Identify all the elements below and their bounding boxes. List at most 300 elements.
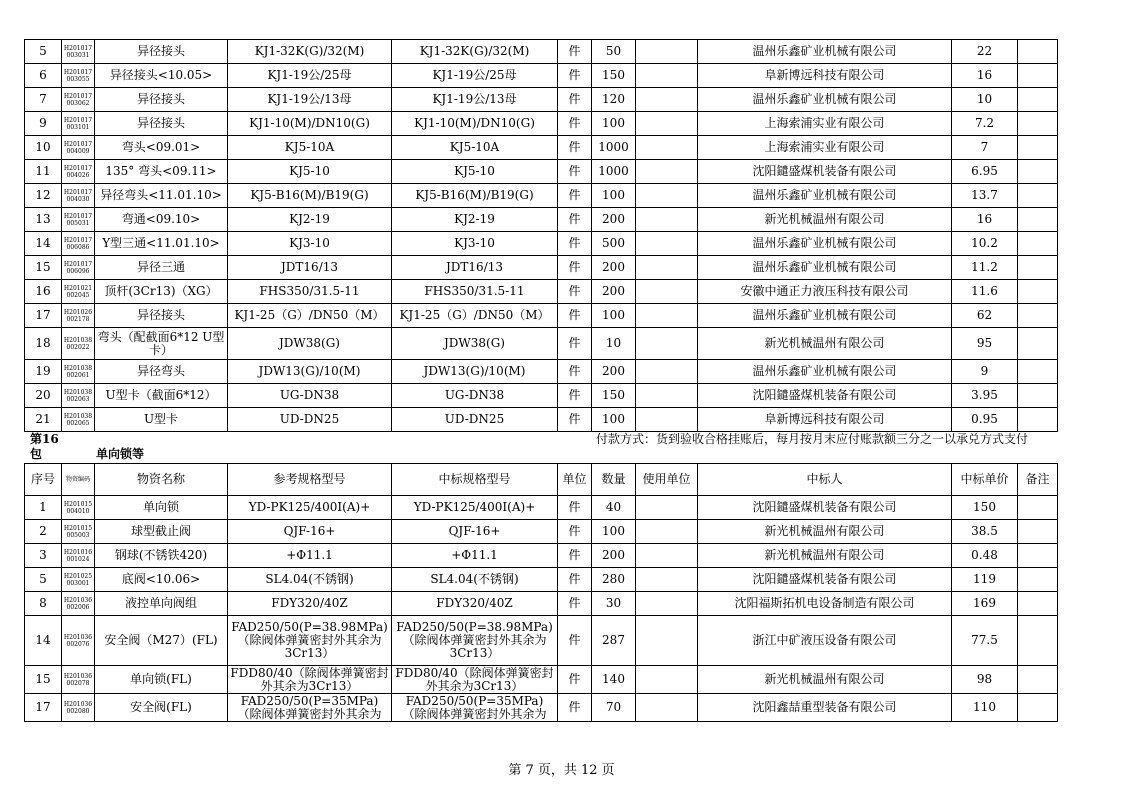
cell-no: 17 bbox=[25, 694, 62, 722]
cell-winner: 温州乐鑫矿业机械有限公司 bbox=[698, 232, 952, 256]
cell-winner: 温州乐鑫矿业机械有限公司 bbox=[698, 256, 952, 280]
cell-price: 0.48 bbox=[952, 544, 1018, 568]
cell-no: 1 bbox=[25, 496, 62, 520]
table-row bbox=[25, 328, 1058, 360]
cell-ref: KJ1-32K(G)/32(M) bbox=[228, 40, 392, 64]
cell-no: 12 bbox=[25, 184, 62, 208]
cell-note bbox=[1018, 256, 1058, 280]
page-footer: 第 7 页，共 12 页 bbox=[508, 763, 615, 778]
table-row bbox=[25, 544, 1058, 568]
cell-unit: 件 bbox=[558, 232, 592, 256]
cell-qty: 150 bbox=[592, 64, 636, 88]
cell-ref: KJ1-19公/13母 bbox=[228, 88, 392, 112]
table-row bbox=[25, 694, 1058, 722]
cell-ref: UD-DN25 bbox=[228, 408, 392, 432]
cell-user bbox=[636, 40, 698, 64]
cell-no: 21 bbox=[25, 408, 62, 432]
cell-qty: 200 bbox=[592, 280, 636, 304]
cell-user bbox=[636, 256, 698, 280]
cell-price: 11.6 bbox=[952, 280, 1018, 304]
cell-name: 液控单向阀组 bbox=[95, 592, 228, 616]
cell-winner: 新光机械温州有限公司 bbox=[698, 328, 952, 360]
cell-no: 11 bbox=[25, 160, 62, 184]
cell-winner: 新光机械温州有限公司 bbox=[698, 666, 952, 694]
cell-user bbox=[636, 304, 698, 328]
cell-no: 13 bbox=[25, 208, 62, 232]
cell-no: 14 bbox=[25, 232, 62, 256]
cell-name: 异径接头 bbox=[95, 304, 228, 328]
cell-no: 5 bbox=[25, 568, 62, 592]
cell-ref: JDT16/13 bbox=[228, 256, 392, 280]
payment-terms: 付款方式：货到验收合格挂账后，每月按月末应付账款额三分之一以承兑方式支付 bbox=[596, 432, 1029, 446]
cell-bid: KJ3-10 bbox=[392, 232, 558, 256]
cell-bid: UD-DN25 bbox=[392, 408, 558, 432]
cell-code: H201017 003031 bbox=[62, 40, 95, 64]
cell-winner: 上海索浦实业有限公司 bbox=[698, 112, 952, 136]
cell-unit: 件 bbox=[558, 136, 592, 160]
package-label: 第16包 bbox=[30, 432, 59, 461]
cell-price: 10.2 bbox=[952, 232, 1018, 256]
cell-no: 6 bbox=[25, 64, 62, 88]
cell-qty: 200 bbox=[592, 360, 636, 384]
cell-unit: 件 bbox=[558, 280, 592, 304]
cell-note bbox=[1018, 520, 1058, 544]
header-note: 备注 bbox=[1018, 464, 1058, 496]
cell-no: 9 bbox=[25, 112, 62, 136]
cell-ref: FDD80/40（除阀体弹簧密封外其余为3Cr13） bbox=[228, 666, 392, 694]
cell-qty: 287 bbox=[592, 616, 636, 666]
cell-winner: 温州乐鑫矿业机械有限公司 bbox=[698, 304, 952, 328]
cell-note bbox=[1018, 208, 1058, 232]
cell-user bbox=[636, 88, 698, 112]
cell-code: H201021 002045 bbox=[62, 280, 95, 304]
cell-ref: +Φ11.1 bbox=[228, 544, 392, 568]
cell-qty: 30 bbox=[592, 592, 636, 616]
cell-code: H201017 004030 bbox=[62, 184, 95, 208]
cell-qty: 280 bbox=[592, 568, 636, 592]
table-row bbox=[25, 384, 1058, 408]
cell-code: H201016 001024 bbox=[62, 544, 95, 568]
table-row bbox=[25, 666, 1058, 694]
cell-note bbox=[1018, 304, 1058, 328]
table-row bbox=[25, 256, 1058, 280]
cell-price: 98 bbox=[952, 666, 1018, 694]
cell-ref: KJ5-10A bbox=[228, 136, 392, 160]
cell-qty: 200 bbox=[592, 544, 636, 568]
cell-no: 16 bbox=[25, 280, 62, 304]
cell-code: H201038 002061 bbox=[62, 360, 95, 384]
cell-winner: 安徽中通正力液压科技有限公司 bbox=[698, 280, 952, 304]
header-name: 物资名称 bbox=[95, 464, 228, 496]
cell-ref: KJ3-10 bbox=[228, 232, 392, 256]
cell-user bbox=[636, 592, 698, 616]
cell-no: 2 bbox=[25, 520, 62, 544]
cell-bid: KJ5-B16(M)/B19(G) bbox=[392, 184, 558, 208]
table-row bbox=[25, 592, 1058, 616]
cell-user bbox=[636, 568, 698, 592]
cell-no: 20 bbox=[25, 384, 62, 408]
cell-unit: 件 bbox=[558, 544, 592, 568]
cell-code: H201017 003062 bbox=[62, 88, 95, 112]
cell-price: 11.2 bbox=[952, 256, 1018, 280]
cell-user bbox=[636, 232, 698, 256]
cell-qty: 100 bbox=[592, 184, 636, 208]
cell-ref: KJ5-B16(M)/B19(G) bbox=[228, 184, 392, 208]
cell-code: H201017 004026 bbox=[62, 160, 95, 184]
cell-note bbox=[1018, 544, 1058, 568]
cell-ref: UG-DN38 bbox=[228, 384, 392, 408]
cell-unit: 件 bbox=[558, 112, 592, 136]
table-row bbox=[25, 496, 1058, 520]
cell-unit: 件 bbox=[558, 40, 592, 64]
cell-name: 异径接头<10.05> bbox=[95, 64, 228, 88]
cell-name: 安全阀(FL) bbox=[95, 694, 228, 722]
cell-winner: 沈阳鑓盛煤机装备有限公司 bbox=[698, 568, 952, 592]
cell-bid: KJ1-25（G）/DN50（M） bbox=[392, 304, 558, 328]
cell-note bbox=[1018, 328, 1058, 360]
cell-no: 15 bbox=[25, 666, 62, 694]
table-row bbox=[25, 280, 1058, 304]
cell-winner: 沈阳鑓盛煤机装备有限公司 bbox=[698, 160, 952, 184]
cell-name: 异径三通 bbox=[95, 256, 228, 280]
header-bid: 中标规格型号 bbox=[392, 464, 558, 496]
cell-qty: 100 bbox=[592, 304, 636, 328]
cell-user bbox=[636, 694, 698, 722]
cell-no: 8 bbox=[25, 592, 62, 616]
table-row bbox=[25, 616, 1058, 666]
cell-code: H201036 002076 bbox=[62, 616, 95, 666]
cell-qty: 1000 bbox=[592, 136, 636, 160]
cell-note bbox=[1018, 88, 1058, 112]
table-row bbox=[25, 88, 1058, 112]
cell-qty: 70 bbox=[592, 694, 636, 722]
cell-bid: FAD250/50(P=38.98MPa)（除阀体弹簧密封外其余为3Cr13） bbox=[392, 616, 558, 666]
cell-qty: 500 bbox=[592, 232, 636, 256]
header-code: 物资编码 bbox=[62, 464, 95, 496]
cell-no: 18 bbox=[25, 328, 62, 360]
cell-code: H201036 002080 bbox=[62, 694, 95, 722]
cell-ref: FAD250/50(P=38.98MPa)（除阀体弹簧密封外其余为3Cr13） bbox=[228, 616, 392, 666]
cell-unit: 件 bbox=[558, 256, 592, 280]
cell-code: H201038 002022 bbox=[62, 328, 95, 360]
cell-name: 单向锁 bbox=[95, 496, 228, 520]
header-unit: 单位 bbox=[558, 464, 592, 496]
cell-note bbox=[1018, 384, 1058, 408]
cell-bid: YD-PK125/400I(A)+ bbox=[392, 496, 558, 520]
cell-price: 9 bbox=[952, 360, 1018, 384]
cell-winner: 温州乐鑫矿业机械有限公司 bbox=[698, 40, 952, 64]
cell-bid: UG-DN38 bbox=[392, 384, 558, 408]
cell-unit: 件 bbox=[558, 304, 592, 328]
cell-bid: QJF-16+ bbox=[392, 520, 558, 544]
cell-code: H201026 002178 bbox=[62, 304, 95, 328]
cell-price: 169 bbox=[952, 592, 1018, 616]
cell-unit: 件 bbox=[558, 160, 592, 184]
cell-qty: 140 bbox=[592, 666, 636, 694]
cell-user bbox=[636, 184, 698, 208]
cell-price: 16 bbox=[952, 208, 1018, 232]
cell-price: 7.2 bbox=[952, 112, 1018, 136]
cell-qty: 200 bbox=[592, 256, 636, 280]
cell-note bbox=[1018, 184, 1058, 208]
cell-unit: 件 bbox=[558, 184, 592, 208]
table-row bbox=[25, 208, 1058, 232]
table-row bbox=[25, 40, 1058, 64]
cell-qty: 40 bbox=[592, 496, 636, 520]
cell-qty: 10 bbox=[592, 328, 636, 360]
cell-no: 15 bbox=[25, 256, 62, 280]
cell-bid: FAD250/50(P=35MPa)（除阀体弹簧密封外其余为 bbox=[392, 694, 558, 722]
cell-qty: 100 bbox=[592, 408, 636, 432]
cell-name: 异径接头 bbox=[95, 40, 228, 64]
cell-bid: KJ1-19公/25母 bbox=[392, 64, 558, 88]
cell-code: H201015 005003 bbox=[62, 520, 95, 544]
cell-note bbox=[1018, 568, 1058, 592]
cell-user bbox=[636, 360, 698, 384]
package-16-table bbox=[24, 463, 1058, 722]
cell-user bbox=[636, 328, 698, 360]
cell-note bbox=[1018, 616, 1058, 666]
cell-ref: KJ1-25（G）/DN50（M） bbox=[228, 304, 392, 328]
cell-bid: FDY320/40Z bbox=[392, 592, 558, 616]
table-row bbox=[25, 112, 1058, 136]
cell-price: 10 bbox=[952, 88, 1018, 112]
cell-price: 3.95 bbox=[952, 384, 1018, 408]
cell-unit: 件 bbox=[558, 64, 592, 88]
cell-no: 7 bbox=[25, 88, 62, 112]
table-row bbox=[25, 568, 1058, 592]
cell-code: H201017 003101 bbox=[62, 112, 95, 136]
table-row bbox=[25, 184, 1058, 208]
cell-code: H201038 002063 bbox=[62, 384, 95, 408]
cell-user bbox=[636, 666, 698, 694]
cell-ref: FDY320/40Z bbox=[228, 592, 392, 616]
cell-ref: JDW13(G)/10(M) bbox=[228, 360, 392, 384]
cell-ref: KJ2-19 bbox=[228, 208, 392, 232]
table-row bbox=[25, 408, 1058, 432]
cell-unit: 件 bbox=[558, 520, 592, 544]
cell-user bbox=[636, 616, 698, 666]
cell-no: 3 bbox=[25, 544, 62, 568]
cell-code: H201036 002006 bbox=[62, 592, 95, 616]
header-user: 使用单位 bbox=[636, 464, 698, 496]
cell-winner: 新光机械温州有限公司 bbox=[698, 208, 952, 232]
cell-user bbox=[636, 408, 698, 432]
cell-bid: KJ1-19公/13母 bbox=[392, 88, 558, 112]
table-row bbox=[25, 136, 1058, 160]
cell-name: 单向锁(FL) bbox=[95, 666, 228, 694]
cell-winner: 阜新博远科技有限公司 bbox=[698, 64, 952, 88]
cell-unit: 件 bbox=[558, 328, 592, 360]
cell-unit: 件 bbox=[558, 666, 592, 694]
cell-qty: 150 bbox=[592, 384, 636, 408]
cell-name: 135° 弯头<09.11> bbox=[95, 160, 228, 184]
cell-note bbox=[1018, 64, 1058, 88]
cell-bid: FHS350/31.5-11 bbox=[392, 280, 558, 304]
header-price: 中标单价 bbox=[952, 464, 1018, 496]
cell-bid: +Φ11.1 bbox=[392, 544, 558, 568]
cell-note bbox=[1018, 160, 1058, 184]
cell-code: H201017 003055 bbox=[62, 64, 95, 88]
cell-code: H201025 003001 bbox=[62, 568, 95, 592]
header-winner: 中标人 bbox=[698, 464, 952, 496]
cell-price: 22 bbox=[952, 40, 1018, 64]
cell-bid: SL4.04(不锈钢) bbox=[392, 568, 558, 592]
cell-note bbox=[1018, 408, 1058, 432]
cell-price: 110 bbox=[952, 694, 1018, 722]
header-no: 序号 bbox=[25, 464, 62, 496]
cell-note bbox=[1018, 666, 1058, 694]
cell-name: 安全阀（M27）(FL) bbox=[95, 616, 228, 666]
cell-bid: JDT16/13 bbox=[392, 256, 558, 280]
cell-unit: 件 bbox=[558, 496, 592, 520]
cell-user bbox=[636, 496, 698, 520]
cell-ref: SL4.04(不锈钢) bbox=[228, 568, 392, 592]
cell-unit: 件 bbox=[558, 208, 592, 232]
cell-bid: KJ2-19 bbox=[392, 208, 558, 232]
cell-winner: 沈阳鑓盛煤机装备有限公司 bbox=[698, 384, 952, 408]
materials-table-continued bbox=[24, 39, 1058, 432]
cell-code: H201038 002065 bbox=[62, 408, 95, 432]
table-header-row bbox=[25, 464, 1058, 496]
cell-bid: KJ1-10(M)/DN10(G) bbox=[392, 112, 558, 136]
cell-winner: 新光机械温州有限公司 bbox=[698, 544, 952, 568]
cell-name: 弯头（配截面6*12 U型卡） bbox=[95, 328, 228, 360]
header-qty: 数量 bbox=[592, 464, 636, 496]
cell-qty: 1000 bbox=[592, 160, 636, 184]
package-name: 单向锁等 bbox=[96, 447, 145, 461]
cell-ref: YD-PK125/400I(A)+ bbox=[228, 496, 392, 520]
cell-price: 13.7 bbox=[952, 184, 1018, 208]
table-row bbox=[25, 360, 1058, 384]
cell-no: 10 bbox=[25, 136, 62, 160]
table-row bbox=[25, 64, 1058, 88]
cell-price: 16 bbox=[952, 64, 1018, 88]
cell-bid: KJ5-10 bbox=[392, 160, 558, 184]
cell-ref: QJF-16+ bbox=[228, 520, 392, 544]
cell-code: H201017 006086 bbox=[62, 232, 95, 256]
cell-bid: KJ1-32K(G)/32(M) bbox=[392, 40, 558, 64]
cell-unit: 件 bbox=[558, 592, 592, 616]
cell-name: Y型三通<11.01.10> bbox=[95, 232, 228, 256]
cell-unit: 件 bbox=[558, 384, 592, 408]
table-row bbox=[25, 304, 1058, 328]
cell-note bbox=[1018, 136, 1058, 160]
cell-no: 14 bbox=[25, 616, 62, 666]
cell-price: 95 bbox=[952, 328, 1018, 360]
cell-name: 异径弯头 bbox=[95, 360, 228, 384]
cell-name: U型卡 bbox=[95, 408, 228, 432]
cell-winner: 上海索浦实业有限公司 bbox=[698, 136, 952, 160]
cell-code: H201017 006096 bbox=[62, 256, 95, 280]
cell-ref: KJ1-10(M)/DN10(G) bbox=[228, 112, 392, 136]
cell-name: 顶杆(3Cr13)（XG） bbox=[95, 280, 228, 304]
cell-user bbox=[636, 520, 698, 544]
cell-qty: 200 bbox=[592, 208, 636, 232]
cell-winner: 新光机械温州有限公司 bbox=[698, 520, 952, 544]
cell-name: 球型截止阀 bbox=[95, 520, 228, 544]
table-row bbox=[25, 520, 1058, 544]
cell-unit: 件 bbox=[558, 88, 592, 112]
cell-winner: 温州乐鑫矿业机械有限公司 bbox=[698, 88, 952, 112]
header-ref: 参考规格型号 bbox=[228, 464, 392, 496]
cell-qty: 50 bbox=[592, 40, 636, 64]
cell-user bbox=[636, 544, 698, 568]
cell-unit: 件 bbox=[558, 360, 592, 384]
cell-no: 5 bbox=[25, 40, 62, 64]
cell-note bbox=[1018, 112, 1058, 136]
package-header bbox=[24, 432, 1061, 462]
cell-user bbox=[636, 280, 698, 304]
cell-note bbox=[1018, 360, 1058, 384]
cell-no: 19 bbox=[25, 360, 62, 384]
cell-no: 17 bbox=[25, 304, 62, 328]
cell-user bbox=[636, 112, 698, 136]
cell-winner: 温州乐鑫矿业机械有限公司 bbox=[698, 184, 952, 208]
cell-bid: KJ5-10A bbox=[392, 136, 558, 160]
cell-price: 0.95 bbox=[952, 408, 1018, 432]
cell-ref: FHS350/31.5-11 bbox=[228, 280, 392, 304]
cell-price: 7 bbox=[952, 136, 1018, 160]
cell-code: H201036 002078 bbox=[62, 666, 95, 694]
cell-user bbox=[636, 160, 698, 184]
cell-price: 6.95 bbox=[952, 160, 1018, 184]
table-row bbox=[25, 232, 1058, 256]
cell-ref: JDW38(G) bbox=[228, 328, 392, 360]
cell-code: H201017 004009 bbox=[62, 136, 95, 160]
cell-qty: 120 bbox=[592, 88, 636, 112]
table-row bbox=[25, 160, 1058, 184]
cell-name: 异径接头 bbox=[95, 112, 228, 136]
cell-unit: 件 bbox=[558, 568, 592, 592]
cell-price: 77.5 bbox=[952, 616, 1018, 666]
cell-qty: 100 bbox=[592, 112, 636, 136]
cell-unit: 件 bbox=[558, 616, 592, 666]
cell-price: 150 bbox=[952, 496, 1018, 520]
cell-winner: 阜新博远科技有限公司 bbox=[698, 408, 952, 432]
cell-winner: 沈阳鑫喆重型装备有限公司 bbox=[698, 694, 952, 722]
cell-note bbox=[1018, 694, 1058, 722]
cell-name: 异径弯头<11.01.10> bbox=[95, 184, 228, 208]
cell-qty: 100 bbox=[592, 520, 636, 544]
cell-name: 弯通<09.10> bbox=[95, 208, 228, 232]
cell-ref: KJ1-19公/25母 bbox=[228, 64, 392, 88]
cell-note bbox=[1018, 496, 1058, 520]
cell-user bbox=[636, 136, 698, 160]
cell-winner: 沈阳福斯拓机电设备制造有限公司 bbox=[698, 592, 952, 616]
cell-ref: FAD250/50(P=35MPa)（除阀体弹簧密封外其余为 bbox=[228, 694, 392, 722]
cell-name: U型卡（截面6*12） bbox=[95, 384, 228, 408]
cell-user bbox=[636, 208, 698, 232]
cell-winner: 沈阳鑓盛煤机装备有限公司 bbox=[698, 496, 952, 520]
cell-user bbox=[636, 384, 698, 408]
cell-name: 钢球(不锈铁420) bbox=[95, 544, 228, 568]
cell-user bbox=[636, 64, 698, 88]
cell-price: 119 bbox=[952, 568, 1018, 592]
cell-price: 62 bbox=[952, 304, 1018, 328]
cell-winner: 浙江中矿液压设备有限公司 bbox=[698, 616, 952, 666]
cell-winner: 温州乐鑫矿业机械有限公司 bbox=[698, 360, 952, 384]
cell-note bbox=[1018, 280, 1058, 304]
cell-name: 底阀<10.06> bbox=[95, 568, 228, 592]
cell-code: H201015 004010 bbox=[62, 496, 95, 520]
cell-bid: FDD80/40（除阀体弹簧密封外其余为3Cr13） bbox=[392, 666, 558, 694]
cell-unit: 件 bbox=[558, 694, 592, 722]
cell-unit: 件 bbox=[558, 408, 592, 432]
cell-note bbox=[1018, 40, 1058, 64]
cell-code: H201017 005031 bbox=[62, 208, 95, 232]
cell-name: 弯头<09.01> bbox=[95, 136, 228, 160]
